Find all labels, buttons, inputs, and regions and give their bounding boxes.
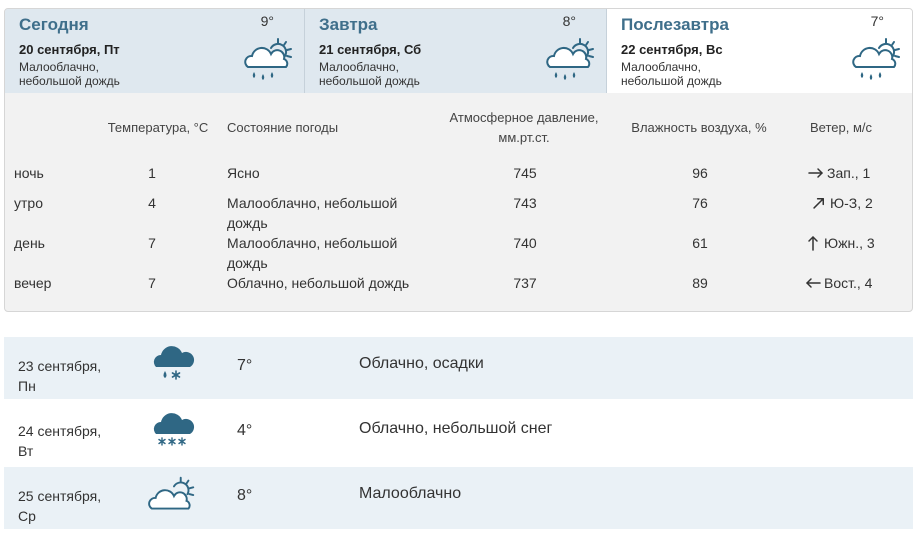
row-condition <box>227 193 397 233</box>
row-wind <box>811 193 873 213</box>
header-temperature: Температура, °C <box>107 120 209 135</box>
tab-tomorrow[interactable] <box>305 9 607 93</box>
cloud-rain-snow-icon <box>146 343 200 391</box>
row-humidity: 61 <box>692 235 708 251</box>
header-condition: Состояние погоды <box>227 120 339 135</box>
forecast-description: Облачно, осадки <box>359 355 484 372</box>
row-wind <box>808 163 870 183</box>
row-wind-value: Зап., 1 <box>827 165 871 181</box>
sun-cloud-rain-icon <box>240 37 296 85</box>
tab-temperature: 9° <box>260 13 274 29</box>
tab-today[interactable] <box>5 9 305 93</box>
header-wind: Ветер, м/с <box>809 120 872 135</box>
forecast-description: Малооблачно <box>359 485 462 502</box>
row-period: день <box>14 235 45 251</box>
forecast-date-line: 24 сентября, <box>18 423 102 439</box>
forecast-date-line: 25 сентября, <box>18 488 102 504</box>
row-humidity: 76 <box>692 195 708 211</box>
tab-description-line: небольшой дождь <box>319 74 420 88</box>
three-day-panel <box>4 8 913 312</box>
row-temperature: 7 <box>148 235 156 251</box>
arrow-right-icon <box>808 167 824 179</box>
forecast-temperature: 4° <box>237 422 253 439</box>
row-condition <box>227 163 260 183</box>
header-pressure-line: мм.рт.ст. <box>498 130 550 145</box>
forecast-row <box>4 337 913 399</box>
arrow-left-icon <box>805 277 821 289</box>
arrow-up-right-icon <box>809 193 829 213</box>
cloud-snow-icon <box>146 408 200 456</box>
row-condition-line: Ясно <box>227 165 260 181</box>
header-humidity: Влажность воздуха, % <box>631 120 767 135</box>
row-condition <box>227 273 409 293</box>
tab-temperature: 7° <box>870 13 884 29</box>
forecast-date <box>18 421 101 461</box>
row-pressure: 737 <box>513 275 537 291</box>
row-condition-line: Малооблачно, небольшой <box>227 235 398 251</box>
tab-title: Сегодня <box>19 15 89 34</box>
tab-description-line: Малооблачно, <box>19 60 99 74</box>
tab-title: Послезавтра <box>621 15 729 34</box>
tab-description <box>19 60 120 88</box>
sun-cloud-icon <box>146 473 200 521</box>
row-pressure: 745 <box>513 165 537 181</box>
forecast-temperature: 7° <box>237 357 253 374</box>
row-wind <box>805 273 872 293</box>
tab-date: 22 сентября, Вс <box>621 42 723 57</box>
row-period: вечер <box>14 275 52 291</box>
forecast-date <box>18 356 101 396</box>
sun-cloud-rain-icon <box>848 37 904 85</box>
tab-title: Завтра <box>319 15 378 34</box>
tab-description-line: Малооблачно, <box>621 60 701 74</box>
row-period: ночь <box>14 165 44 181</box>
header-pressure-line: Атмосферное давление, <box>449 110 599 125</box>
day-tabs <box>5 9 912 93</box>
row-humidity: 96 <box>692 165 708 181</box>
tab-description <box>621 60 722 88</box>
row-humidity: 89 <box>692 275 708 291</box>
forecast-date-line: Ср <box>18 508 36 524</box>
forecast-row <box>4 402 913 464</box>
tab-date: 20 сентября, Пт <box>19 42 120 57</box>
tab-description-line: Малооблачно, <box>319 60 399 74</box>
row-temperature: 4 <box>148 195 156 211</box>
arrow-up-icon <box>807 235 819 251</box>
row-wind <box>805 233 875 253</box>
forecast-temperature: 8° <box>237 487 253 504</box>
row-condition <box>227 233 397 273</box>
tab-temperature: 8° <box>562 13 576 29</box>
sun-cloud-rain-icon <box>542 37 598 85</box>
forecast-date <box>18 486 101 526</box>
forecast-date-line: Пн <box>18 378 36 394</box>
forecast-description: Облачно, небольшой снег <box>359 420 553 437</box>
row-wind-value: Вост., 4 <box>824 275 873 291</box>
row-temperature: 7 <box>148 275 156 291</box>
tab-day-after-tomorrow[interactable] <box>607 9 912 93</box>
row-pressure: 740 <box>513 235 537 251</box>
row-period: утро <box>14 195 43 211</box>
row-condition-line: дождь <box>227 255 268 271</box>
tab-description-line: небольшой дождь <box>621 74 722 88</box>
tab-description-line: небольшой дождь <box>19 74 120 88</box>
header-pressure <box>439 108 609 148</box>
row-temperature: 1 <box>148 165 156 181</box>
row-condition-line: Малооблачно, небольшой <box>227 195 398 211</box>
forecast-row <box>4 467 913 529</box>
row-wind-value: Ю-З, 2 <box>830 195 873 211</box>
forecast-date-line: Вт <box>18 443 34 459</box>
tab-date: 21 сентября, Сб <box>319 42 422 57</box>
row-wind-value: Южн., 3 <box>824 235 875 251</box>
forecast-date-line: 23 сентября, <box>18 358 102 374</box>
row-condition-line: дождь <box>227 215 268 231</box>
row-condition-line: Облачно, небольшой дождь <box>227 275 410 291</box>
row-pressure: 743 <box>513 195 537 211</box>
tab-description <box>319 60 420 88</box>
